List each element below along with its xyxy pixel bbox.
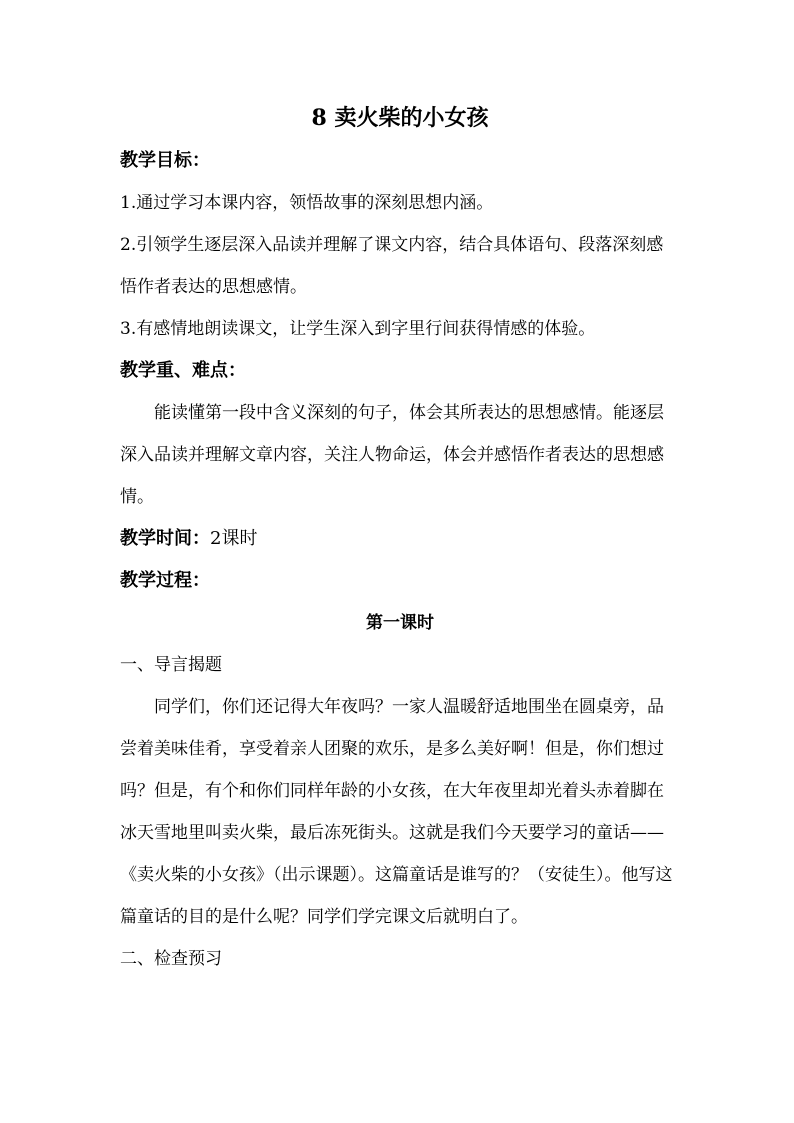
objective-item-1: 1.通过学习本课内容，领悟故事的深刻思想内涵。 — [120, 193, 494, 213]
objective-item-3: 3.有感情地朗读课文，让学生深入到字里行间获得情感的体验。 — [120, 319, 596, 339]
focus-heading: 教学重、难点： — [120, 360, 246, 381]
teaching-time-value: 2课时 — [210, 528, 258, 549]
objective-item-2: 2.引领学生逐层深入品读并理解了课文内容，结合具体语句、段落深刻感悟作者表达的思想感情。 — [120, 235, 664, 297]
lesson-section-heading: 第一课时 — [366, 613, 434, 633]
process-heading: 教学过程： — [120, 570, 210, 591]
objectives-heading: 教学目标： — [120, 150, 210, 171]
teaching-time — [120, 518, 680, 560]
lesson-title: 8 卖火柴的小女孩 — [311, 105, 489, 131]
section-one-heading: 一、导言揭题 — [120, 655, 222, 675]
focus-text: 能读懂第一段中含义深刻的句子，体会其所表达的思想感情。能逐层深入品读并理解文章内容，关注人物命运，体会并感悟作者表达的思想感情。 — [120, 403, 664, 507]
section-two-heading: 二、检查预习 — [120, 949, 222, 969]
teaching-time-label: 教学时间： — [120, 528, 210, 549]
document-page — [120, 96, 680, 980]
section-one-text: 同学们，你们还记得大年夜吗？一家人温暖舒适地围坐在圆桌旁，品尝着美味佳肴，享受着亲人团聚的欢乐，是多么美好啊！但是，你们想过吗？但是，有个和你们同样年龄的小女孩，在大年夜里却光着头赤着脚在冰天雪地里叫卖火柴，最后冻死街头。这就是我们今天要学习的童话——《卖火柴的小女孩》（出示课题）。这篇童话是谁写的？（安徒生）。他写这篇童话的目的是什么呢？同学们学完课文后就明白了。 — [120, 697, 673, 927]
